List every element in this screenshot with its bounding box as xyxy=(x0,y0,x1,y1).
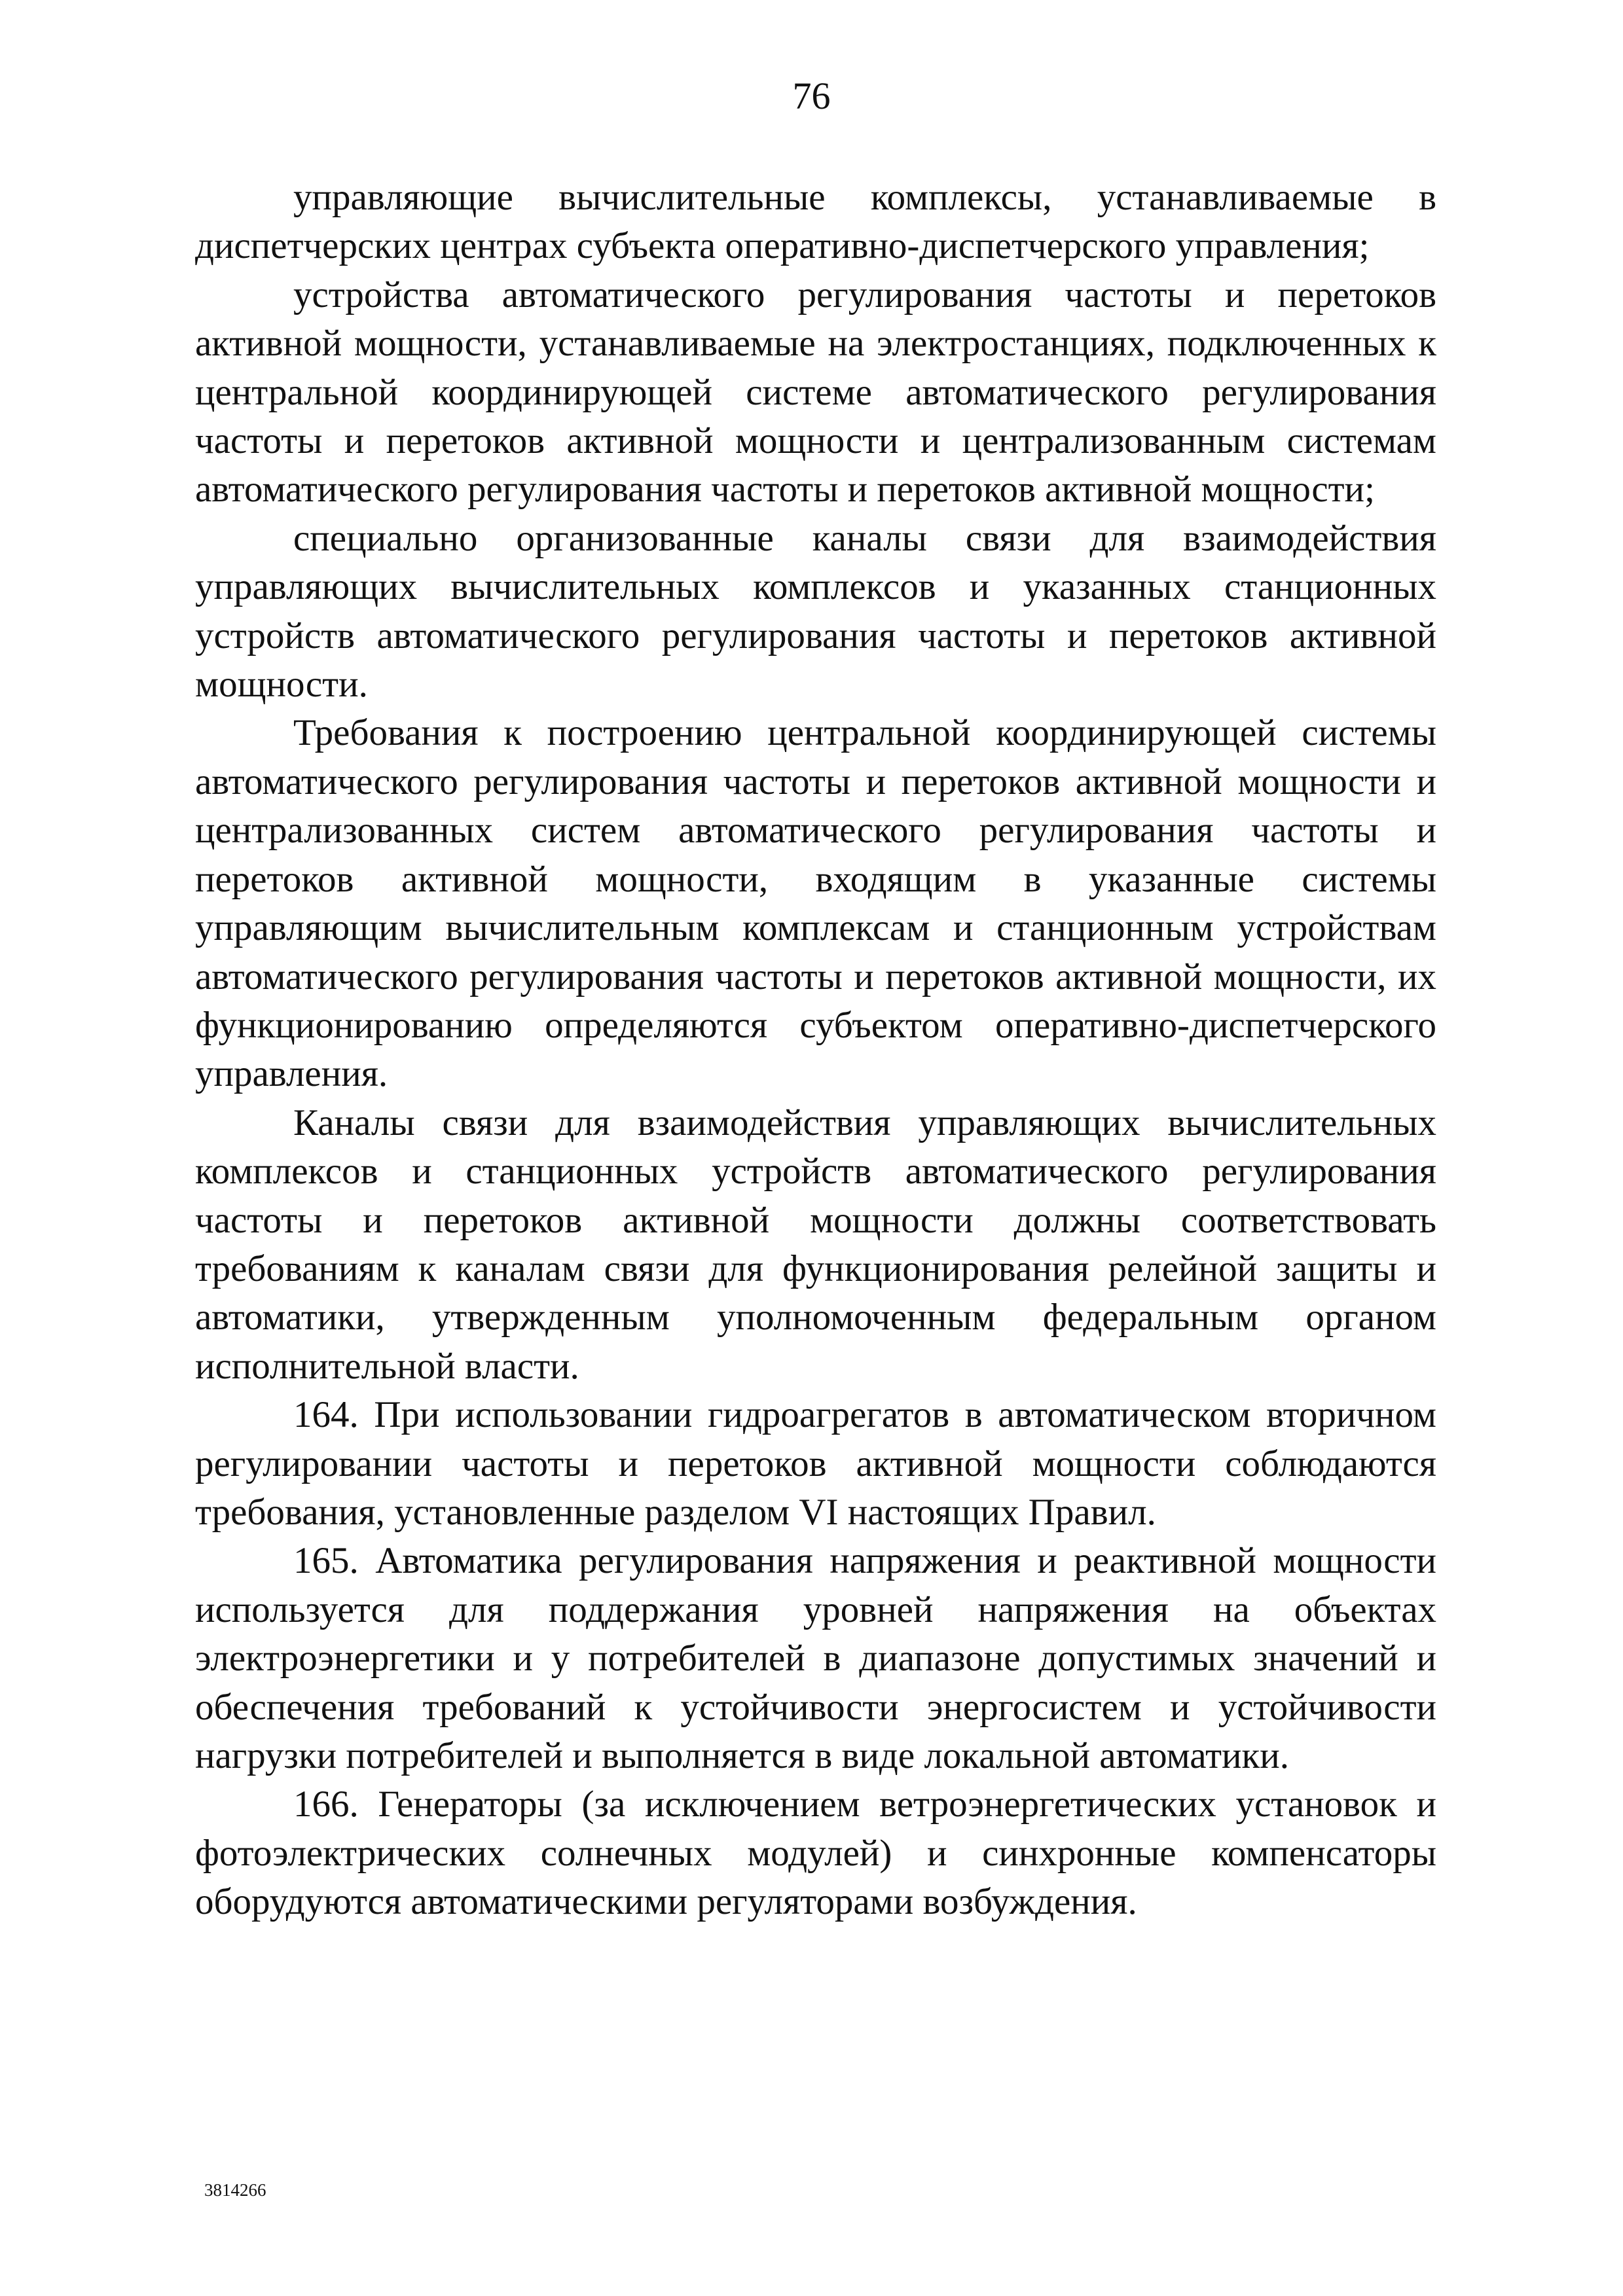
document-code: 3814266 xyxy=(204,2180,266,2200)
page-number: 76 xyxy=(792,75,831,117)
paragraph-computing-complexes: управляющие вычислительные комплексы, устанавливаемые в диспетчерских центрах субъекта оперативно-диспетчерского управления; xyxy=(195,177,1436,267)
paragraph-164: 164. При использовании гидроагрегатов в автоматическом вторичном регулировании частоты и перетоков активной мощности соблюдаются требования, установленные разделом VI настоящих Правил. xyxy=(195,1394,1436,1533)
document-body xyxy=(195,173,1436,1927)
paragraph-165: 165. Автоматика регулирования напряжения и реактивной мощности используется для поддержания уровней напряжения на объектах электроэнергетики и у потребителей в диапазоне допустимых значений и обеспечения требований к устойчивости энергосистем и устойчивости нагрузки потребителей и выполняется в виде локальной автоматики. xyxy=(195,1540,1436,1776)
paragraph-communication-channels: специально организованные каналы связи для взаимодействия управляющих вычислительных комплексов и указанных станционных устройств автоматического регулирования частоты и перетоков активной мощности. xyxy=(195,517,1436,706)
paragraph-channel-requirements: Каналы связи для взаимодействия управляющих вычислительных комплексов и станционных устройств автоматического регулирования частоты и перетоков активной мощности должны соответствовать требованиям к каналам связи для функционирования релейной защиты и автоматики, утвержденным уполномоченным федеральным органом исполнительной власти. xyxy=(195,1102,1436,1387)
paragraph-station-devices: устройства автоматического регулирования частоты и перетоков активной мощности, устанавливаемые на электростанциях, подключенных к центральной координирующей системе автоматического регулирования частоты и перетоков активной мощности и централизованным системам автоматического регулирования частоты и перетоков активной мощности; xyxy=(195,274,1436,511)
paragraph-166: 166. Генераторы (за исключением ветроэнергетических установок и фотоэлектрических солнечных модулей) и синхронные компенсаторы оборудуются автоматическими регуляторами возбуждения. xyxy=(195,1784,1436,1923)
paragraph-system-requirements: Требования к построению центральной координирующей системы автоматического регулирования частоты и перетоков активной мощности и централизованных систем автоматического регулирования частоты и перетоков активной мощности, входящим в указанные системы управляющим вычислительным комплексам и станционным устройствам автоматического регулирования частоты и перетоков активной мощности, их функционированию определяются субъектом оперативно-диспетчерского управления. xyxy=(195,712,1436,1095)
